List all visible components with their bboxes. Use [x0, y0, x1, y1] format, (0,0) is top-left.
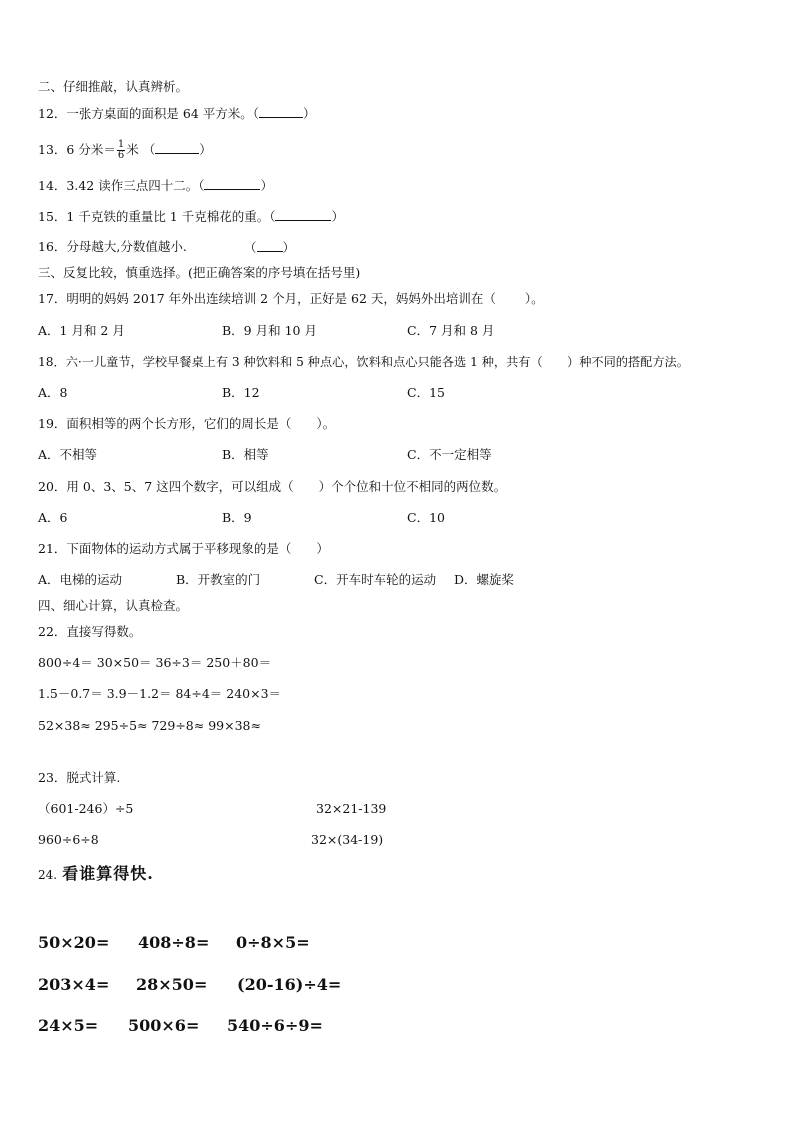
question-19-option-b[interactable]	[222, 447, 269, 463]
question-23-item-3	[38, 832, 99, 848]
expression: (20-16)÷4=	[237, 975, 342, 994]
expression: 0÷8×5=	[236, 933, 310, 952]
question-20-option-c[interactable]	[407, 510, 445, 526]
calc-row: 52×38≈ 295÷5≈ 729÷8≈ 99×38≈	[38, 718, 261, 733]
bracket: ）	[303, 106, 316, 121]
question-18-option-c[interactable]	[407, 385, 445, 401]
question-19	[38, 416, 335, 432]
question-text-unit: 米 （	[126, 142, 156, 157]
question-19-option-a[interactable]	[38, 447, 97, 463]
option-label: B．9	[222, 510, 252, 525]
question-20-option-b[interactable]	[222, 510, 252, 526]
fraction	[117, 140, 125, 161]
question-text: 18．六·一儿童节，学校早餐桌上有 3 种饮料和 5 种点心，饮料和点心只能各选 1 种，共有（ ）种不同的搭配方法。	[38, 355, 689, 369]
section-title: 四、细心计算，认真检查。	[38, 598, 189, 613]
question-23-item-1	[38, 801, 133, 817]
section-title: 二、仔细推敲，认真辨析。	[38, 79, 189, 94]
question-text: 20．用 0、3、5、7 这四个数字，可以组成（ ）个个位和十位不相同的两位数。	[38, 479, 507, 494]
question-18-option-b[interactable]	[222, 385, 260, 401]
section-title: 三、反复比较，慎重选择。(把正确答案的序号填在括号里)	[38, 265, 361, 280]
question-22-row-1	[38, 655, 271, 671]
bracket: ）	[282, 240, 296, 255]
question-text: 13．6 分米＝	[38, 142, 116, 157]
q24-r2-c2	[136, 975, 207, 995]
q24-r1-c1	[38, 933, 109, 953]
question-18	[38, 354, 689, 370]
expression: （601-246）÷5	[38, 801, 134, 816]
q24-r2-c1	[38, 975, 109, 995]
question-22-row-2	[38, 686, 281, 702]
question-number: 24.	[38, 868, 58, 882]
section-2-heading	[38, 79, 188, 95]
calc-row: 800÷4＝ 30×50＝ 36÷3＝ 250＋80＝	[38, 655, 272, 670]
question-16	[38, 239, 187, 255]
question-text: 看谁算得快.	[62, 864, 154, 883]
option-label: A．8	[38, 385, 68, 400]
question-24-title	[38, 864, 154, 885]
question-17-option-a[interactable]	[38, 323, 125, 339]
question-21-option-a[interactable]	[38, 572, 122, 588]
question-text: 21．下面物体的运动方式属于平移现象的是（ ）	[38, 541, 329, 556]
q24-r3-c2	[128, 1016, 199, 1036]
bracket: （	[244, 240, 257, 255]
question-text: 12．一张方桌面的面积是 64 平方米。（	[38, 106, 260, 121]
option-label: B．12	[222, 385, 260, 400]
expression: 500×6=	[128, 1016, 200, 1035]
q24-r1-c2	[138, 933, 209, 953]
option-label: C．7 月和 8 月	[407, 323, 495, 338]
expression: 32×21-139	[316, 801, 387, 816]
question-23-title	[38, 770, 120, 786]
question-17	[38, 291, 544, 307]
question-20-option-a[interactable]	[38, 510, 67, 526]
fraction-denominator: 6	[117, 150, 125, 161]
option-label: C．15	[407, 385, 445, 400]
option-label: D．螺旋桨	[454, 572, 515, 587]
q24-r3-c3	[227, 1016, 323, 1036]
question-text: 16．分母越大,分数值越小.	[38, 239, 187, 254]
calc-row: 1.5－0.7＝ 3.9－1.2＝ 84÷4＝ 240×3＝	[38, 686, 282, 701]
answer-blank[interactable]	[275, 208, 331, 221]
section-4-heading	[38, 598, 188, 614]
question-21-option-b[interactable]	[176, 572, 260, 588]
question-13	[38, 140, 212, 161]
option-label: C．10	[407, 510, 445, 525]
expression: 203×4=	[38, 975, 110, 994]
question-text: 19．面积相等的两个长方形，它们的周长是（ ）。	[38, 416, 336, 431]
question-21-option-c[interactable]	[314, 572, 436, 588]
option-label: B．相等	[222, 447, 269, 462]
fraction-numerator: 1	[117, 139, 125, 150]
expression: 32×(34-19)	[311, 832, 384, 847]
question-22-row-3	[38, 718, 261, 734]
question-23-item-4	[311, 832, 383, 848]
expression: 960÷6÷8	[38, 832, 99, 847]
question-21-option-d[interactable]	[454, 572, 514, 588]
question-17-option-c[interactable]	[407, 323, 494, 339]
q24-r1-c3	[236, 933, 310, 953]
question-text: 15．1 千克铁的重量比 1 千克棉花的重。（	[38, 209, 276, 224]
question-15	[38, 208, 344, 225]
section-3-heading	[38, 265, 360, 281]
question-text: 23．脱式计算.	[38, 770, 121, 785]
question-17-option-b[interactable]	[222, 323, 317, 339]
question-16-answer	[244, 239, 295, 256]
option-label: C．开车时车轮的运动	[314, 572, 437, 587]
expression: 408÷8=	[138, 933, 210, 952]
option-label: B．9 月和 10 月	[222, 323, 317, 338]
bracket: ）	[199, 142, 212, 157]
option-label: A．1 月和 2 月	[38, 323, 125, 338]
question-12	[38, 105, 316, 122]
answer-blank[interactable]	[259, 105, 303, 118]
question-20	[38, 479, 506, 495]
expression: 28×50=	[136, 975, 208, 994]
answer-blank[interactable]	[257, 239, 283, 252]
question-text: 14．3.42 读作三点四十二。（	[38, 178, 205, 193]
expression: 540÷6÷9=	[227, 1016, 323, 1035]
question-18-option-a[interactable]	[38, 385, 67, 401]
answer-blank[interactable]	[155, 141, 199, 154]
question-23-item-2	[316, 801, 386, 817]
option-label: B．开教室的门	[176, 572, 261, 587]
question-19-option-c[interactable]	[407, 447, 492, 463]
question-text: 17．明明的妈妈 2017 年外出连续培训 2 个月，正好是 62 天，妈妈外出培训在（ ）。	[38, 291, 544, 306]
option-label: A．6	[38, 510, 68, 525]
expression: 24×5=	[38, 1016, 99, 1035]
option-label: A．电梯的运动	[38, 572, 123, 587]
option-label: C．不一定相等	[407, 447, 492, 462]
option-label: A．不相等	[38, 447, 98, 462]
question-21	[38, 541, 329, 557]
q24-r3-c1	[38, 1016, 98, 1036]
question-22-title	[38, 624, 141, 640]
question-14	[38, 177, 273, 194]
question-text: 22．直接写得数。	[38, 624, 142, 639]
bracket: ）	[260, 178, 273, 193]
q24-r2-c3	[237, 975, 341, 995]
expression: 50×20=	[38, 933, 110, 952]
bracket: ）	[331, 209, 344, 224]
answer-blank[interactable]	[204, 177, 260, 190]
